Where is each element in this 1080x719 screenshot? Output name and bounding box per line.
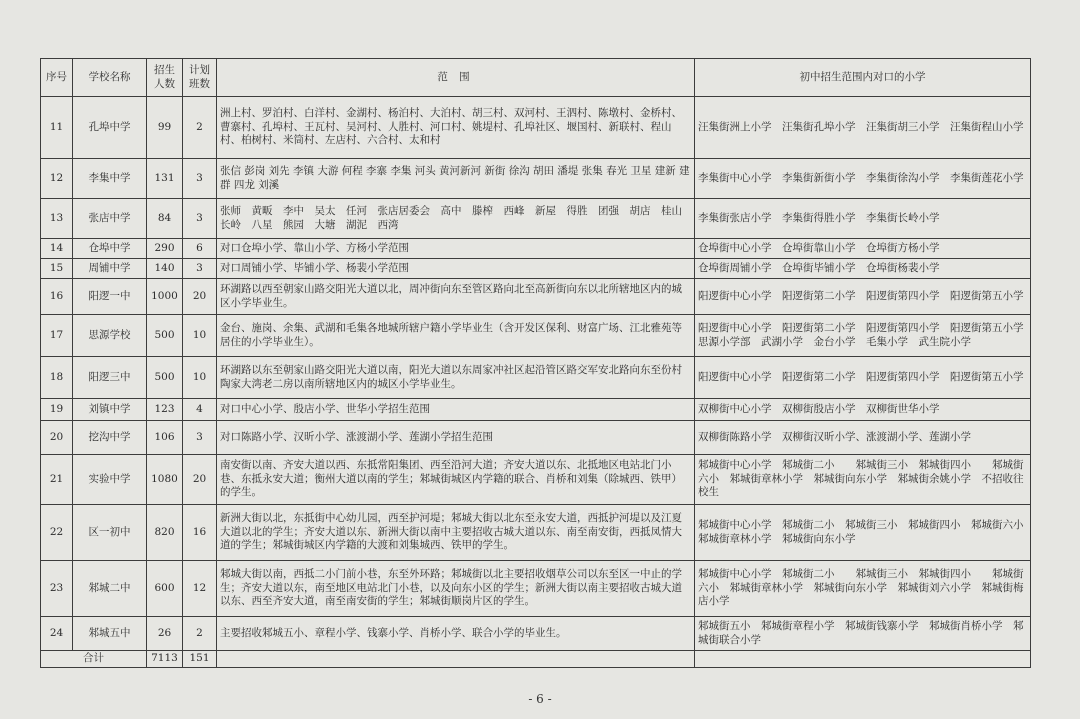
- class-count: 3: [183, 159, 217, 199]
- class-count: 2: [183, 617, 217, 651]
- table-row: [41, 259, 1031, 279]
- feeder-schools: 仓埠街周铺小学 仓埠街毕铺小学 仓埠街杨裴小学: [695, 259, 1031, 279]
- enroll-count: 820: [147, 505, 183, 561]
- class-count: 6: [183, 239, 217, 259]
- scope-text: 主要招收邾城五小、章程小学、钱寨小学、肖桥小学、联合小学的毕业生。: [217, 617, 695, 651]
- enroll-count: 500: [147, 315, 183, 357]
- table-row: [41, 505, 1031, 561]
- feeder-schools: 双柳街中心小学 双柳街殷店小学 双柳街世华小学: [695, 399, 1031, 421]
- row-number: 14: [41, 239, 73, 259]
- class-count: 2: [183, 97, 217, 159]
- row-number: 12: [41, 159, 73, 199]
- feeder-schools: 李集街张店小学 李集街得胜小学 李集街长岭小学: [695, 199, 1031, 239]
- class-count: 20: [183, 455, 217, 505]
- enroll-count: 123: [147, 399, 183, 421]
- enroll-count: 140: [147, 259, 183, 279]
- row-number: 13: [41, 199, 73, 239]
- feeder-schools: 阳逻街中心小学 阳逻街第二小学 阳逻街第四小学 阳逻街第五小学: [695, 279, 1031, 315]
- row-number: 22: [41, 505, 73, 561]
- class-count: 4: [183, 399, 217, 421]
- feeder-schools: 阳逻街中心小学 阳逻街第二小学 阳逻街第四小学 阳逻街第五小学 思源小学部 武湖小学 金台小学 毛集小学 武生院小学: [695, 315, 1031, 357]
- enroll-count: 600: [147, 561, 183, 617]
- header-seq: 序号: [41, 59, 73, 97]
- header-enroll: 招生人数: [147, 59, 183, 97]
- row-number: 19: [41, 399, 73, 421]
- header-feeder: 初中招生范围内对口的小学: [695, 59, 1031, 97]
- enroll-count: 1000: [147, 279, 183, 315]
- table-header-row: [41, 59, 1031, 97]
- table-row: [41, 239, 1031, 259]
- school-name: 实验中学: [73, 455, 147, 505]
- total-label: 合计: [41, 651, 147, 668]
- table-row: [41, 399, 1031, 421]
- table-row: [41, 315, 1031, 357]
- table-row: [41, 561, 1031, 617]
- scope-text: 环湖路以西至朝家山路交阳光大道以北，周冲街向东至管区路向北至高新街向东以北所辖地区内的城区小学毕业生。: [217, 279, 695, 315]
- scope-text: 对口周铺小学、毕铺小学、杨裴小学范围: [217, 259, 695, 279]
- row-number: 11: [41, 97, 73, 159]
- school-name: 李集中学: [73, 159, 147, 199]
- class-count: 10: [183, 357, 217, 399]
- total-enroll: 7113: [147, 651, 183, 668]
- feeder-schools: 邾城街中心小学 邾城街二小 邾城街三小 邾城街四小 邾城街六小 邾城街章林小学 邾城街向东小学: [695, 505, 1031, 561]
- class-count: 3: [183, 199, 217, 239]
- row-number: 23: [41, 561, 73, 617]
- row-number: 16: [41, 279, 73, 315]
- feeder-schools: 双柳街陈路小学 双柳街汉昕小学、涨渡湖小学、莲湖小学: [695, 421, 1031, 455]
- header-classes: 计划班数: [183, 59, 217, 97]
- class-count: 12: [183, 561, 217, 617]
- class-count: 3: [183, 259, 217, 279]
- row-number: 15: [41, 259, 73, 279]
- class-count: 20: [183, 279, 217, 315]
- enroll-count: 1080: [147, 455, 183, 505]
- scope-text: 邾城大街以南，西抵二小门前小巷，东至外环路；邾城街以北主要招收烟草公司以东至区一中止的学生；齐安大道以东，南至地区电站北门小巷，以及向东小区的学生；新洲大街以南主要招收古城大道以东、西至齐安大道，南至南安街的学生；邾城街顺岗片区的学生。: [217, 561, 695, 617]
- scope-text: 新洲大街以北，东抵街中心幼儿园，西至护河堤；邾城大街以北东至永安大道，西抵护河堤以及江夏大道以北的学生；齐安大道以东、新洲大街以南中主要招收古城大道以东、南至南安街，西抵凤情大道的学生；邾城街城区内学籍的大渡和刘集城西、铁甲的学生。: [217, 505, 695, 561]
- scope-text: 洲上村、罗泊村、白洋村、金湖村、杨泊村、大泊村、胡三村、双河村、王泗村、陈墩村、金桥村、曹寨村、孔埠村、王瓦村、吴河村、人胜村、河口村、姚堤村、孔埠社区、堰国村、新联村、程山村、柏树村、米筒村、左店村、六合村、太和村: [217, 97, 695, 159]
- class-count: 16: [183, 505, 217, 561]
- enroll-count: 106: [147, 421, 183, 455]
- table-row: [41, 455, 1031, 505]
- table-row: [41, 97, 1031, 159]
- header-school: 学校名称: [73, 59, 147, 97]
- table-row: [41, 357, 1031, 399]
- class-count: 10: [183, 315, 217, 357]
- enroll-count: 290: [147, 239, 183, 259]
- table-row: [41, 199, 1031, 239]
- scope-text: 张师 黄畈 李中 吴太 任河 张店居委会 高中 滕榨 西峰 新屋 得胜 团强 胡店 桂山 长岭 八星 熊园 大塘 湖泥 西湾: [217, 199, 695, 239]
- page-number: - 6 -: [528, 692, 552, 706]
- school-name: 周铺中学: [73, 259, 147, 279]
- table-row: [41, 617, 1031, 651]
- school-name: 仓埠中学: [73, 239, 147, 259]
- school-name: 邾城二中: [73, 561, 147, 617]
- scope-text: 对口中心小学、殷店小学、世华小学招生范围: [217, 399, 695, 421]
- school-name: 张店中学: [73, 199, 147, 239]
- feeder-schools: 仓埠街中心小学 仓埠街靠山小学 仓埠街方杨小学: [695, 239, 1031, 259]
- enroll-count: 131: [147, 159, 183, 199]
- feeder-schools: 邾城街五小 邾城街章程小学 邾城街钱寨小学 邾城街肖桥小学 邾城街联合小学: [695, 617, 1031, 651]
- enroll-count: 84: [147, 199, 183, 239]
- class-count: 3: [183, 421, 217, 455]
- total-row: [41, 651, 1031, 668]
- total-empty-scope: [217, 651, 695, 668]
- feeder-schools: 阳逻街中心小学 阳逻街第二小学 阳逻街第四小学 阳逻街第五小学: [695, 357, 1031, 399]
- school-name: 区一初中: [73, 505, 147, 561]
- scope-text: 环湖路以东至朝家山路交阳光大道以南，阳光大道以东周家冲社区起沿管区路交军安北路向东至份村陶家大湾老二房以南所辖地区内的城区小学毕业生。: [217, 357, 695, 399]
- scope-text: 对口仓埠小学、靠山小学、方杨小学范围: [217, 239, 695, 259]
- feeder-schools: 邾城街中心小学 邾城街二小 邾城街三小 邾城街四小 邾城街六小 邾城街章林小学 邾城街向东小学 邾城街余姚小学 不招收往校生: [695, 455, 1031, 505]
- feeder-schools: 李集街中心小学 李集街新街小学 李集街徐沟小学 李集街莲花小学: [695, 159, 1031, 199]
- school-name: 挖沟中学: [73, 421, 147, 455]
- row-number: 18: [41, 357, 73, 399]
- school-name: 孔埠中学: [73, 97, 147, 159]
- school-name: 阳逻三中: [73, 357, 147, 399]
- enroll-count: 26: [147, 617, 183, 651]
- row-number: 17: [41, 315, 73, 357]
- header-scope: 范 围: [217, 59, 695, 97]
- scope-text: 对口陈路小学、汉昕小学、涨渡湖小学、莲湖小学招生范围: [217, 421, 695, 455]
- table-row: [41, 279, 1031, 315]
- row-number: 24: [41, 617, 73, 651]
- scope-text: 金台、施岗、余集、武湖和毛集各地城所辖户籍小学毕业生（含开发区保利、财富广场、江北雅苑等居住的小学毕业生）。: [217, 315, 695, 357]
- enroll-count: 99: [147, 97, 183, 159]
- school-name: 刘镇中学: [73, 399, 147, 421]
- scope-text: 南安街以南、齐安大道以西、东抵常阳集团、西至沿河大道；齐安大道以东、北抵地区电站北门小巷、东抵永安大道；衡州大道以南的学生；邾城街城区内学籍的联合、肖桥和刘集（除城西、铁甲）的学生。: [217, 455, 695, 505]
- total-empty-feeder: [695, 651, 1031, 668]
- school-name: 思源学校: [73, 315, 147, 357]
- scope-text: 张信 彭岗 刘先 李镇 大游 何程 李寨 李集 河头 黄河新河 新街 徐沟 胡田 潘堤 张集 春光 卫星 建新 建群 四龙 刘溪: [217, 159, 695, 199]
- total-classes: 151: [183, 651, 217, 668]
- school-name: 阳逻一中: [73, 279, 147, 315]
- row-number: 21: [41, 455, 73, 505]
- row-number: 20: [41, 421, 73, 455]
- enroll-count: 500: [147, 357, 183, 399]
- enrollment-table: [40, 58, 1034, 668]
- table-row: [41, 421, 1031, 455]
- table-row: [41, 159, 1031, 199]
- school-name: 邾城五中: [73, 617, 147, 651]
- feeder-schools: 邾城街中心小学 邾城街二小 邾城街三小 邾城街四小 邾城街六小 邾城街章林小学 邾城街向东小学 邾城街刘六小学 邾城街梅店小学: [695, 561, 1031, 617]
- feeder-schools: 汪集街洲上小学 汪集街孔埠小学 汪集街胡三小学 汪集街程山小学: [695, 97, 1031, 159]
